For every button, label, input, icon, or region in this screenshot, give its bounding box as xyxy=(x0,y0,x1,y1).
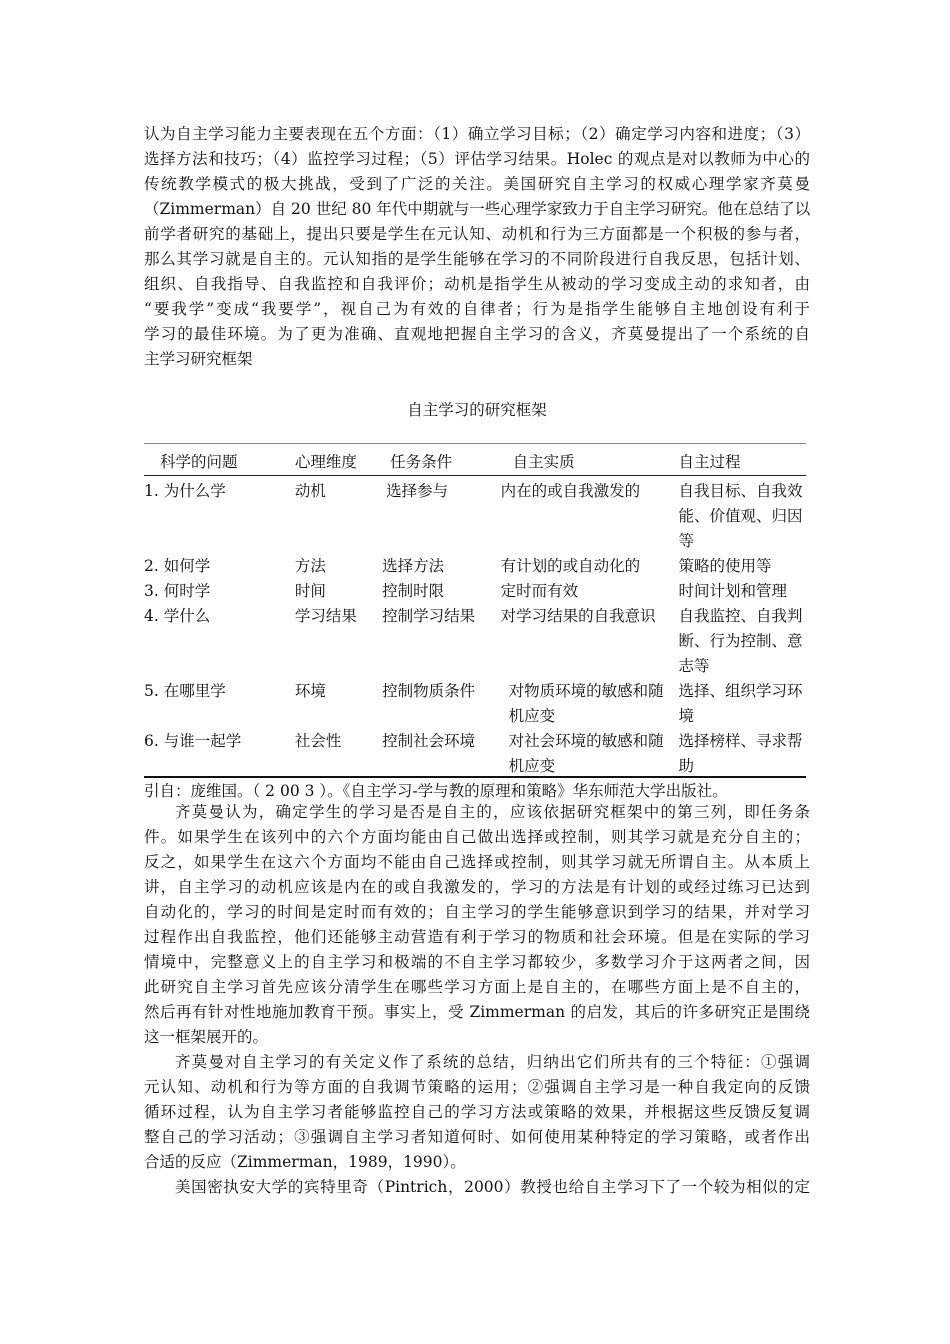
text-line: 合适的反应（Zimmerman，1989，1990）。 xyxy=(144,1153,466,1171)
text-line: 美国密执安大学的宾特里奇（Pintrich，2000）教授也给自主学习下了一个较为相似的定 xyxy=(175,1178,810,1196)
table-cell: 策略的使用等 xyxy=(678,557,772,575)
table-row xyxy=(144,729,806,779)
table-cell: 时间计划和管理 xyxy=(678,582,788,600)
text-line: 循环过程，认为自主学习者能够监控自己的学习方法或策略的效果，并根据这些反馈反复调 xyxy=(144,1103,810,1121)
text-line: 认为自主学习能力主要表现在五个方面：（1）确立学习目标；（2）确定学习内容和进度；（3） xyxy=(144,125,810,143)
paragraph-three-features xyxy=(144,1050,810,1175)
text-line: 讲，自主学习的动机应该是内在的或自我激发的，学习的方法是有计划的或经过练习已达到 xyxy=(144,878,810,896)
table-row xyxy=(144,475,806,554)
table-cell: 1. 为什么学 xyxy=(144,482,226,500)
text-line: 元认知、动机和行为等方面的自我调节策略的运用；②强调自主学习是一种自我定向的反馈 xyxy=(144,1078,810,1096)
text-line: 组织、自我指导、自我监控和自我评价；动机是指学生从被动的学习变成主动的求知者，由 xyxy=(144,275,810,293)
table-cell: 自我监控、自我判断、行为控制、意志等 xyxy=(678,607,803,675)
table-cell: 动机 xyxy=(294,482,326,500)
table-cell: 4. 学什么 xyxy=(144,607,211,625)
paragraph-zimmerman-view xyxy=(144,800,810,1050)
table-row xyxy=(144,679,806,729)
text-line: 选择方法和技巧；（4）监控学习过程；（5）评估学习结果。Holec 的观点是对以教师为中心的 xyxy=(144,150,810,168)
table-cell: 定时而有效 xyxy=(500,582,579,600)
paragraph-pintrich xyxy=(144,1175,810,1200)
text-line: 此研究自主学习首先应该分清学生在哪些学习方面上是自主的，在哪些方面上是不自主的， xyxy=(144,978,810,996)
text-line: 主学习研究框架 xyxy=(144,350,253,368)
table-cell: 5. 在哪里学 xyxy=(144,682,226,700)
table-cell: 学习结果 xyxy=(294,607,357,625)
column-header: 心理维度 xyxy=(294,452,357,471)
column-header: 任务条件 xyxy=(390,452,453,471)
table-top-rule xyxy=(144,443,806,444)
column-header: 自主过程 xyxy=(678,452,741,471)
table-caption: 自主学习的研究框架 xyxy=(407,401,547,419)
table-source-citation: 引自：庞维国。（ 2 00 3 ）。《自主学习-学与教的原理和策略》华东师范大学出版社。 xyxy=(144,782,728,800)
text-line: 学习的最佳环境。为了更为准确、直观地把握自主学习的含义，齐莫曼提出了一个系统的自 xyxy=(144,325,810,343)
text-line: 然后再有针对性地施加教育干预。事实上，受 Zimmerman 的启发，其后的许多研究正是围绕 xyxy=(144,1003,810,1021)
table-cell: 自我目标、自我效能、价值观、归因等 xyxy=(678,482,803,550)
table-row xyxy=(144,579,806,604)
table-bottom-rule xyxy=(144,776,806,778)
table-cell: 社会性 xyxy=(294,732,342,750)
text-line: 反之，如果学生在这六个方面均不能由自己选择或控制，则其学习就无所谓自主。从本质上 xyxy=(144,853,810,871)
text-line: 这一框架展开的。 xyxy=(144,1028,269,1046)
table-cell: 选择榜样、寻求帮助 xyxy=(678,732,803,775)
text-line: （Zimmerman）自 20 世纪 80 年代中期就与一些心理学家致力于自主学习研究。他在总结了以 xyxy=(144,200,810,218)
text-line: “要我学”变成“我要学”，视自己为有效的自律者；行为是指学生能够自主地创设有利于 xyxy=(144,300,810,318)
table-row xyxy=(144,554,806,579)
paragraph-intro xyxy=(144,122,810,372)
table-row xyxy=(144,604,806,679)
table-cell: 环境 xyxy=(294,682,326,700)
column-header: 科学的问题 xyxy=(160,452,238,471)
text-line: 齐莫曼认为，确定学生的学习是否是自主的，应该依据研究框架中的第三列，即任务条 xyxy=(175,803,810,821)
table-cell: 控制学习结果 xyxy=(382,607,476,625)
table-cell: 对社会环境的敏感和随机应变 xyxy=(508,732,664,775)
table-cell: 对物质环境的敏感和随机应变 xyxy=(508,682,664,725)
table-cell: 内在的或自我激发的 xyxy=(500,482,641,500)
table-cell: 有计划的或自动化的 xyxy=(500,557,641,575)
table-cell: 3. 何时学 xyxy=(144,582,211,600)
table-cell: 控制社会环境 xyxy=(382,732,476,750)
text-line: 那么其学习就是自主的。元认知指的是学生能够在学习的不同阶段进行自我反思，包括计划、 xyxy=(144,250,810,268)
table-cell: 6. 与谁一起学 xyxy=(144,732,242,750)
table-cell: 2. 如何学 xyxy=(144,557,211,575)
table-cell: 选择方法 xyxy=(382,557,445,575)
table-cell: 选择、组织学习环境 xyxy=(678,682,803,725)
research-framework-table xyxy=(144,446,806,779)
table-cell: 控制时限 xyxy=(382,582,445,600)
table-cell: 方法 xyxy=(294,557,326,575)
table-cell: 控制物质条件 xyxy=(382,682,476,700)
table-cell: 时间 xyxy=(294,582,326,600)
text-line: 齐莫曼对自主学习的有关定义作了系统的总结，归纳出它们所共有的三个特征：①强调 xyxy=(175,1053,810,1071)
text-line: 情境中，完整意义上的自主学习和极端的不自主学习都较少，多数学习介于这两者之间，因 xyxy=(144,953,810,971)
text-line: 传统教学模式的极大挑战，受到了广泛的关注。美国研究自主学习的权威心理学家齐莫曼 xyxy=(144,175,810,193)
text-line: 整自己的学习活动；③强调自主学习者知道何时、如何使用某种特定的学习策略，或者作出 xyxy=(144,1128,810,1146)
text-line: 前学者研究的基础上，提出只要是学生在元认知、动机和行为三方面都是一个积极的参与者， xyxy=(144,225,810,243)
table-header-row xyxy=(144,446,806,475)
column-header: 自主实质 xyxy=(512,452,575,471)
text-line: 自动化的，学习的时间是定时而有效的；自主学习的学生能够意识到学习的结果，并对学习 xyxy=(144,903,810,921)
table-cell: 选择参与 xyxy=(386,482,449,500)
text-line: 过程作出自我监控，他们还能够主动营造有利于学习的物质和社会环境。但是在实际的学习 xyxy=(144,928,810,946)
text-line: 件。如果学生在该列中的六个方面均能由自己做出选择或控制，则其学习就是充分自主的； xyxy=(144,828,810,846)
table-cell: 对学习结果的自我意识 xyxy=(500,607,656,625)
